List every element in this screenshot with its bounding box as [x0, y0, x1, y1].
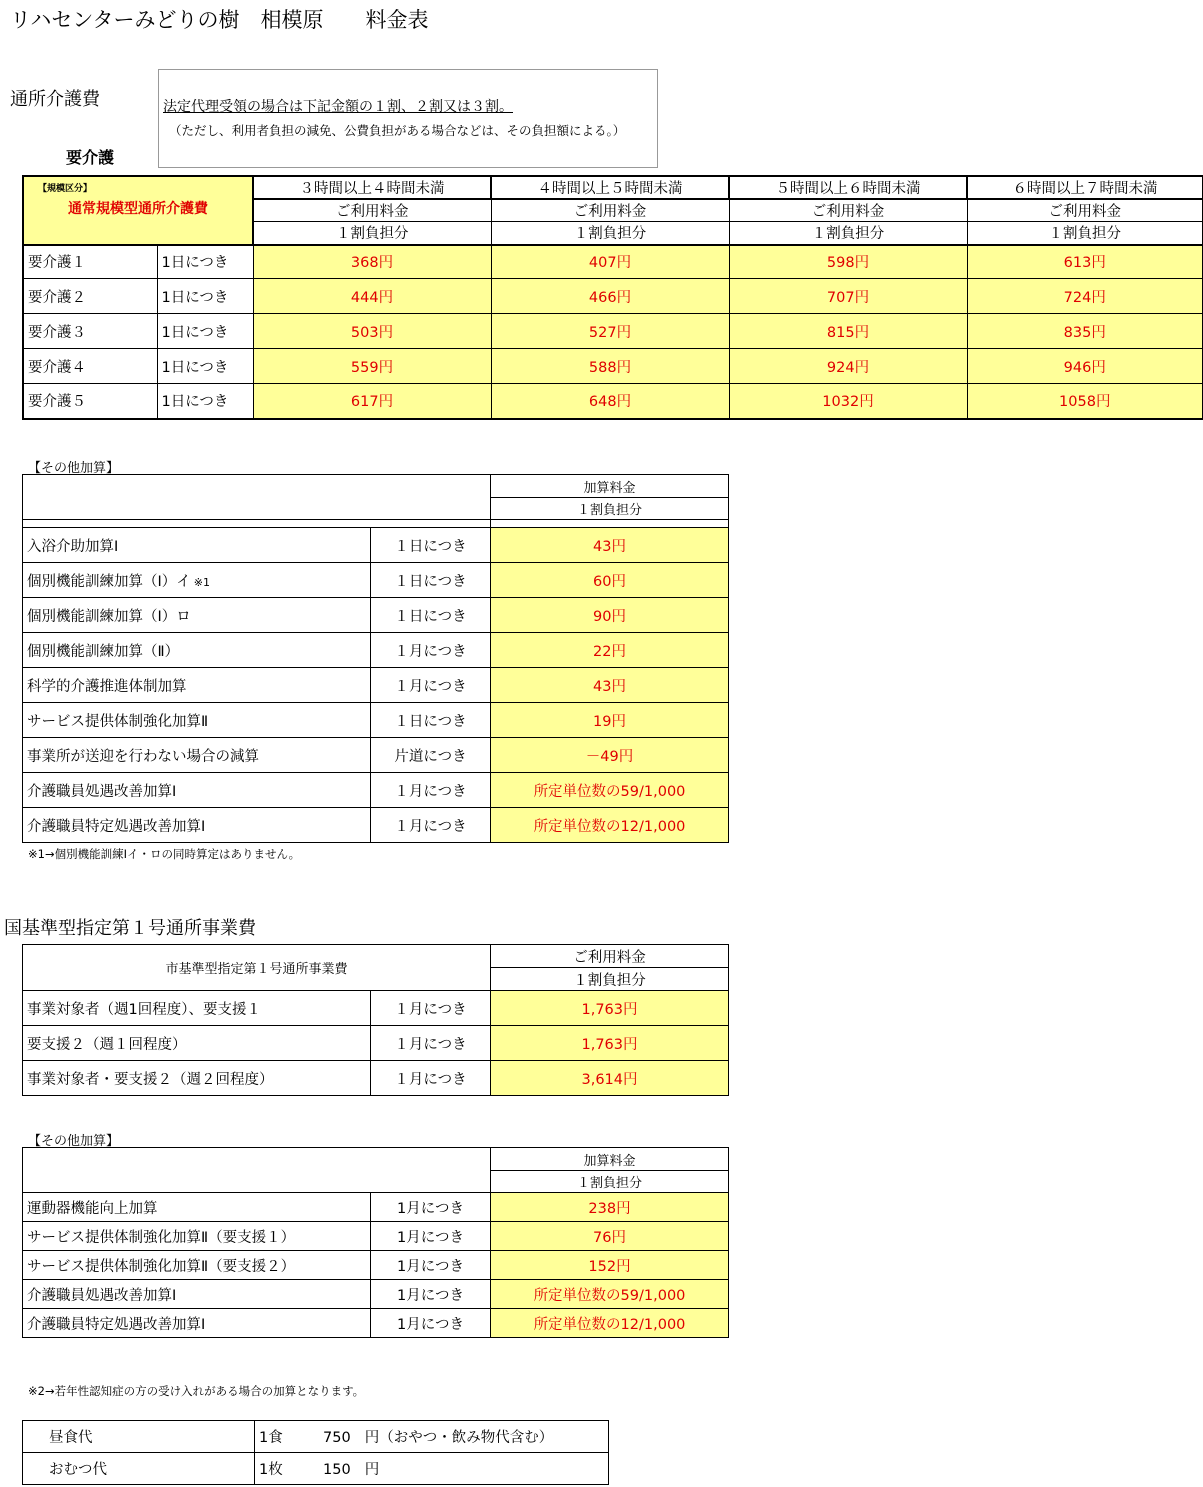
unit-cell: 1日につき [157, 245, 253, 279]
price-cell: 924円 [729, 349, 967, 384]
care-level-cell: 要介護３ [23, 314, 157, 349]
price-cell: 444円 [253, 279, 491, 314]
type1-price: 3,614円 [491, 1061, 729, 1096]
table-row [23, 528, 729, 563]
table-row [23, 1251, 729, 1280]
addons-blank-head [23, 475, 491, 520]
care-level-cell: 要介護２ [23, 279, 157, 314]
extra-detail-cell [255, 1453, 609, 1485]
page-title: リハセンターみどりの樹 相模原 料金表 [10, 8, 429, 32]
addon2-unit: 1月につき [371, 1193, 491, 1222]
addon2-name: 介護職員特定処遇改善加算Ⅰ [23, 1309, 371, 1338]
addon2-price: 76円 [491, 1222, 729, 1251]
table-row [23, 1421, 609, 1453]
price-cell: 707円 [729, 279, 967, 314]
type1-name: 事業対象者・要支援２（週２回程度） [23, 1061, 371, 1096]
addon-name: 介護職員特定処遇改善加算Ⅰ [23, 808, 371, 843]
addons2-header-1: 加算料金 [491, 1148, 729, 1171]
addon-name: 個別機能訓練加算（Ⅰ）ロ [23, 598, 371, 633]
price-cell: 368円 [253, 245, 491, 279]
addon-name: サービス提供体制強化加算Ⅱ [23, 703, 371, 738]
addon-name: 科学的介護推進体制加算 [23, 668, 371, 703]
type1-name: 事業対象者（週1回程度）、要支援１ [23, 991, 371, 1026]
extra-name: 昼食代 [23, 1421, 255, 1453]
price-cell: 527円 [491, 314, 729, 349]
addon2-unit: 1月につき [371, 1280, 491, 1309]
addon-price: 60円 [491, 563, 729, 598]
price-cell: 648円 [491, 384, 729, 419]
type1-price: 1,763円 [491, 991, 729, 1026]
type1-burden-label: １割負担分 [491, 968, 729, 991]
table-row [23, 563, 729, 598]
extra-name: おむつ代 [23, 1453, 255, 1485]
table-row [23, 1280, 729, 1309]
burden-label-4: １割負担分 [967, 222, 1203, 245]
table-row [23, 245, 1203, 279]
footnote-2: ※2→若年性認知症の方の受け入れがある場合の加算となります。 [28, 1384, 365, 1398]
extra-detail-cell [255, 1421, 609, 1453]
table-row [23, 1309, 729, 1338]
type1-name: 要支援２（週１回程度） [23, 1026, 371, 1061]
addon2-name: 運動器機能向上加算 [23, 1193, 371, 1222]
addon2-name: 介護職員処遇改善加算Ⅰ [23, 1280, 371, 1309]
table-row [23, 384, 1203, 419]
type1-fee-table [22, 944, 729, 1096]
type1-unit: １月につき [371, 1026, 491, 1061]
footnote-1: ※1→個別機能訓練Ⅰイ・ロの同時算定はありません。 [28, 847, 301, 861]
price-cell: 588円 [491, 349, 729, 384]
price-cell: 503円 [253, 314, 491, 349]
price-cell: 835円 [967, 314, 1203, 349]
fee-label-2: ご利用料金 [491, 199, 729, 222]
table-row [23, 773, 729, 808]
unit-cell: 1日につき [157, 314, 253, 349]
addon-name: 個別機能訓練加算（Ⅱ） [23, 633, 371, 668]
price-cell: 407円 [491, 245, 729, 279]
unit-cell: 1日につき [157, 384, 253, 419]
addon-unit: １日につき [371, 598, 491, 633]
section-heading-type1: 国基準型指定第１号通所事業費 [4, 918, 256, 939]
addon-unit: １月につき [371, 633, 491, 668]
extra-desc: 円（おやつ・飲み物代含む） [364, 1430, 554, 1446]
note-line-1: 法定代理受領の場合は下記金額の１割、２割又は３割。 [163, 99, 513, 115]
care-level-cell: 要介護５ [23, 384, 157, 419]
addons2-label: 【その他加算】 [28, 1134, 120, 1149]
type1-table-head: 市基準型指定第１号通所事業費 [23, 945, 491, 991]
price-cell: 559円 [253, 349, 491, 384]
addon-unit: １月につき [371, 773, 491, 808]
col-head-3: ５時間以上６時間未満 [729, 176, 967, 199]
fee-label-3: ご利用料金 [729, 199, 967, 222]
table-row [23, 633, 729, 668]
addon-name: 個別機能訓練加算（Ⅰ）イ [27, 573, 191, 590]
col-head-4: ６時間以上７時間未満 [967, 176, 1203, 199]
extra-amount: 150 [323, 1462, 351, 1478]
extra-qty: 1食 [259, 1430, 283, 1446]
addon2-unit: 1月につき [371, 1251, 491, 1280]
col-head-2: ４時間以上５時間未満 [491, 176, 729, 199]
table-row [23, 1061, 729, 1096]
addon2-name: サービス提供体制強化加算Ⅱ（要支援１） [23, 1222, 371, 1251]
addon-price: 19円 [491, 703, 729, 738]
burden-label-3: １割負担分 [729, 222, 967, 245]
addon2-price: 152円 [491, 1251, 729, 1280]
table-row [23, 279, 1203, 314]
unit-cell: 1日につき [157, 349, 253, 384]
table-row [23, 808, 729, 843]
addon-price: 43円 [491, 528, 729, 563]
note-box [158, 69, 658, 168]
addon-price: 所定単位数の12/1,000 [491, 808, 729, 843]
addon-price: 90円 [491, 598, 729, 633]
table-row [23, 1193, 729, 1222]
addon-price: 22円 [491, 633, 729, 668]
addon2-unit: 1月につき [371, 1222, 491, 1251]
scale-type-label: 通常規模型通所介護費 [68, 201, 208, 217]
section-heading-day-care: 通所介護費 [10, 89, 100, 110]
addons-header-2: １割負担分 [491, 498, 729, 520]
table-row [23, 668, 729, 703]
extra-amount: 750 [323, 1430, 351, 1446]
addon2-unit: 1月につき [371, 1309, 491, 1338]
extra-desc: 円 [364, 1462, 380, 1478]
burden-label-1: １割負担分 [253, 222, 491, 245]
table-row [23, 738, 729, 773]
addons2-table [22, 1147, 729, 1338]
addon-price: 所定単位数の59/1,000 [491, 773, 729, 808]
type1-price: 1,763円 [491, 1026, 729, 1061]
addon-name: 事業所が送迎を行わない場合の減算 [23, 738, 371, 773]
addon-unit: １月につき [371, 668, 491, 703]
fee-label-1: ご利用料金 [253, 199, 491, 222]
addon-name: 入浴介助加算Ⅰ [23, 528, 371, 563]
addon2-price: 所定単位数の59/1,000 [491, 1280, 729, 1309]
type1-unit: １月につき [371, 991, 491, 1026]
addons-label: 【その他加算】 [28, 461, 120, 476]
addons2-blank-head [23, 1148, 491, 1193]
addon-unit: １日につき [371, 563, 491, 598]
addon-mark: ※1 [193, 575, 210, 589]
table-row [23, 314, 1203, 349]
price-cell: 815円 [729, 314, 967, 349]
addon-name: 介護職員処遇改善加算Ⅰ [23, 773, 371, 808]
addon2-price: 238円 [491, 1193, 729, 1222]
addon-name-cell [23, 563, 371, 598]
scale-category-cell [23, 176, 253, 245]
fee-label-4: ご利用料金 [967, 199, 1203, 222]
note-line-2: （ただし、利用者負担の減免、公費負担がある場合などは、その負担額による。） [169, 123, 626, 138]
addon-price: －49円 [491, 738, 729, 773]
table-row [23, 1453, 609, 1485]
section-subheading-care-level: 要介護 [66, 148, 115, 167]
care-level-cell: 要介護４ [23, 349, 157, 384]
addon-unit: 片道につき [371, 738, 491, 773]
addons2-header-2: １割負担分 [491, 1171, 729, 1193]
burden-label-2: １割負担分 [491, 222, 729, 245]
table-row [23, 1026, 729, 1061]
price-cell: 724円 [967, 279, 1203, 314]
table-row [23, 598, 729, 633]
addon2-name: サービス提供体制強化加算Ⅱ（要支援２） [23, 1251, 371, 1280]
table-row [23, 991, 729, 1026]
price-cell: 1032円 [729, 384, 967, 419]
type1-unit: １月につき [371, 1061, 491, 1096]
scale-category-label: 【規模区分】 [38, 184, 93, 194]
unit-cell: 1日につき [157, 279, 253, 314]
extra-qty: 1枚 [259, 1462, 283, 1478]
price-cell: 466円 [491, 279, 729, 314]
extras-table [22, 1420, 609, 1485]
price-cell: 617円 [253, 384, 491, 419]
addon-price: 43円 [491, 668, 729, 703]
care-fee-table [22, 175, 1203, 420]
addons-table [22, 474, 729, 843]
col-head-1: ３時間以上４時間未満 [253, 176, 491, 199]
price-cell: 598円 [729, 245, 967, 279]
price-cell: 946円 [967, 349, 1203, 384]
table-row [23, 349, 1203, 384]
addons-header-1: 加算料金 [491, 475, 729, 498]
addon2-price: 所定単位数の12/1,000 [491, 1309, 729, 1338]
table-row [23, 703, 729, 738]
addon-unit: １日につき [371, 528, 491, 563]
price-cell: 1058円 [967, 384, 1203, 419]
care-level-cell: 要介護１ [23, 245, 157, 279]
type1-fee-label: ご利用料金 [491, 945, 729, 968]
addon-unit: １月につき [371, 808, 491, 843]
price-cell: 613円 [967, 245, 1203, 279]
addon-unit: １日につき [371, 703, 491, 738]
table-row [23, 1222, 729, 1251]
